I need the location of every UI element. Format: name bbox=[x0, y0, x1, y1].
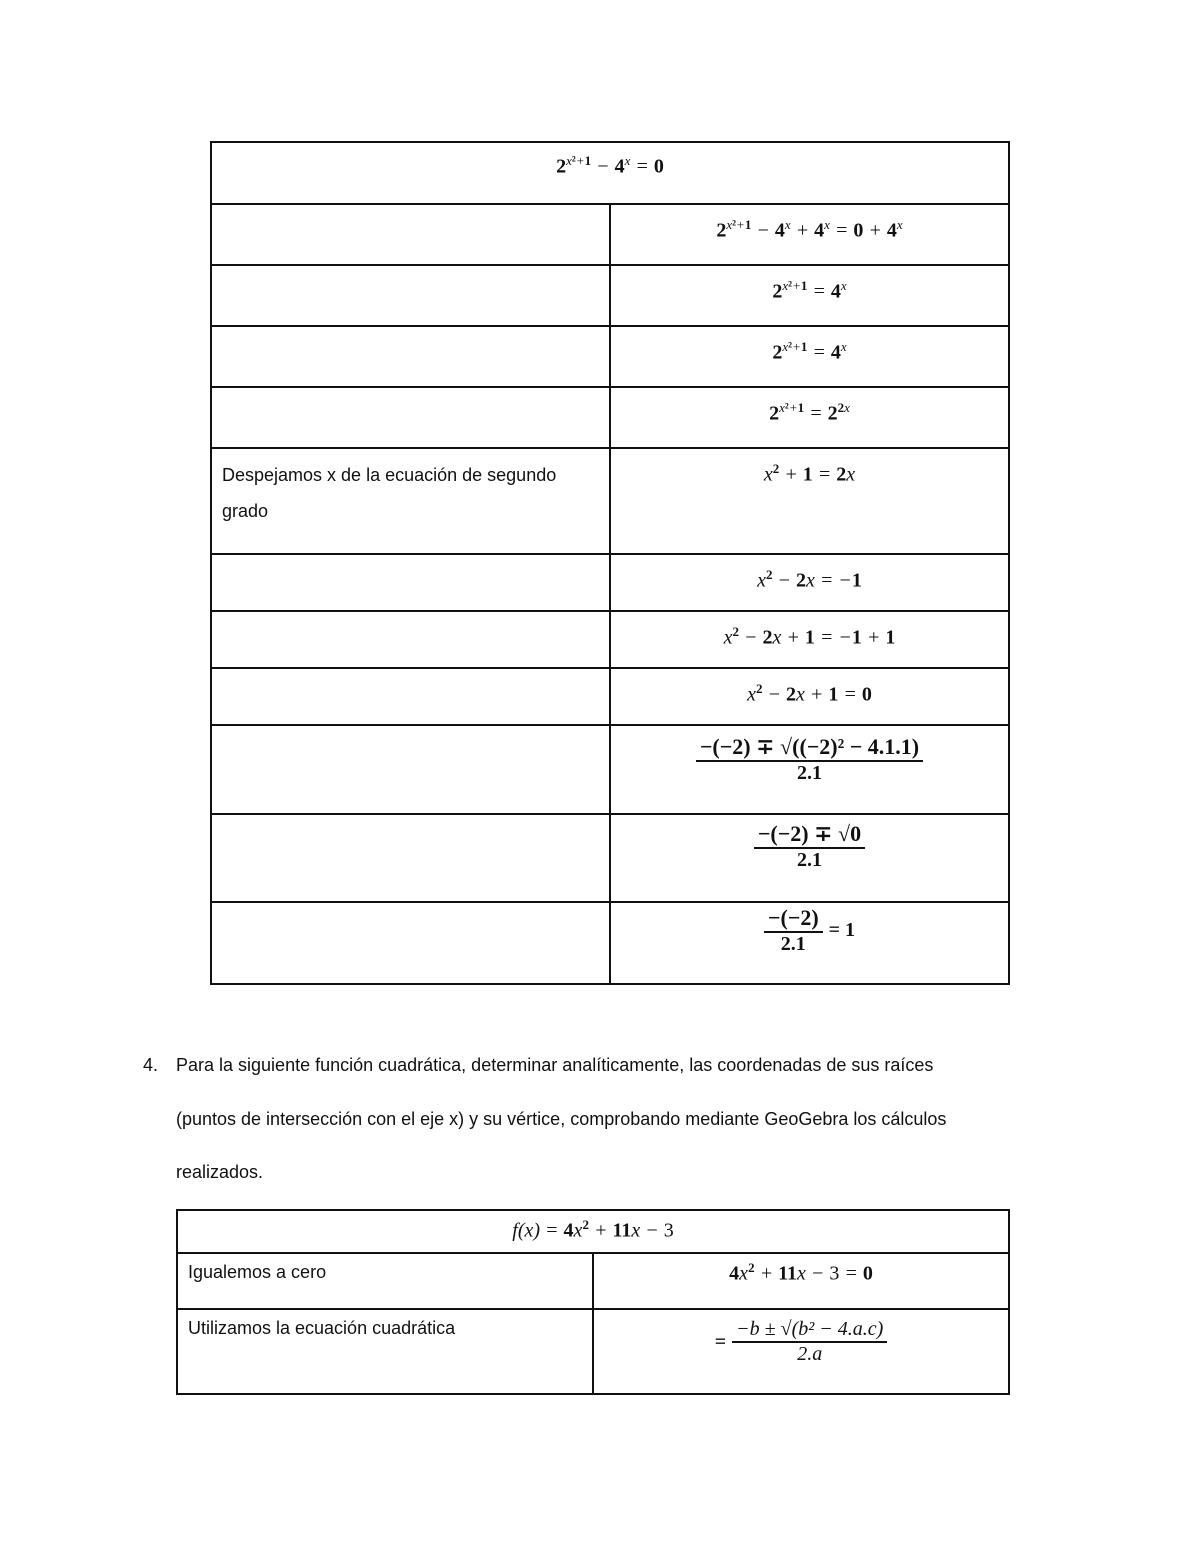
table1-row2-equation: $2^{x^2+1} = 4^x$ bbox=[772, 278, 847, 303]
table1-row9-label bbox=[211, 725, 610, 814]
table1-row10-fraction bbox=[611, 815, 1008, 872]
table1-row4-equation: $2^{x^2+1} = 2^{2x}$ bbox=[769, 400, 850, 425]
table2-row1-equation-cell bbox=[593, 1253, 1009, 1309]
table1-row9-fraction bbox=[611, 726, 1008, 785]
table1-row8-equation-cell bbox=[610, 668, 1009, 725]
table2-row1-label-cell bbox=[177, 1253, 593, 1309]
table1-row10-label bbox=[211, 814, 610, 902]
table1-row10-numerator: −(−2) ∓ √0 bbox=[757, 821, 862, 846]
table1-row7-label bbox=[211, 611, 610, 668]
table1-row6-label bbox=[211, 554, 610, 611]
table1-row6-equation-cell bbox=[610, 554, 1009, 611]
table1-row11-label bbox=[211, 902, 610, 984]
table1-row11-numerator: −(−2) bbox=[767, 905, 819, 930]
table1-row4-equation-cell bbox=[610, 387, 1009, 448]
table1-row5-equation-cell bbox=[610, 448, 1009, 554]
table2-row2-fraction bbox=[594, 1310, 1008, 1366]
table2-row2-prefix: = bbox=[714, 1330, 727, 1353]
table1-row1-equation-cell bbox=[610, 204, 1009, 265]
table1-row2-equation-cell bbox=[610, 265, 1009, 326]
table1-row3-equation: $2^{x^2+1} = 4^x$ bbox=[772, 339, 847, 364]
table1-header-cell bbox=[211, 142, 1009, 204]
equation-table-2 bbox=[176, 1209, 1010, 1395]
table1-row4-label bbox=[211, 387, 610, 448]
table1-row3-label bbox=[211, 326, 610, 387]
table1-row8-equation: $x^2 - 2x + 1 = 0$ bbox=[747, 681, 872, 706]
table1-row1-equation: $2^{x^2+1} - 4^x + 4^x = 0 + 4^x$ bbox=[716, 217, 903, 242]
table1-row1-label bbox=[211, 204, 610, 265]
table2-row1-label: Igualemos a cero bbox=[188, 1262, 327, 1282]
question-line-2: (puntos de intersección con el eje x) y su vértice, comprobando mediante GeoGebra los cálculos bbox=[176, 1109, 947, 1129]
table2-row1-equation: $4x^2 + 11x - 3 = 0$ bbox=[729, 1260, 873, 1285]
table1-row5-label bbox=[211, 448, 610, 554]
table2-row2-label-cell bbox=[177, 1309, 593, 1394]
table1-row9-denominator: 2.1 bbox=[797, 762, 822, 784]
table1-row11-equation-cell bbox=[610, 902, 1009, 984]
table2-row2-denominator: 2.a bbox=[797, 1343, 823, 1365]
table1-row11-result: = 1 bbox=[828, 919, 856, 941]
table1-row7-equation-cell bbox=[610, 611, 1009, 668]
table1-row6-equation: $x^2 - 2x = -1$ bbox=[757, 567, 862, 592]
equation-table-1 bbox=[210, 141, 1010, 985]
table1-row11-fraction bbox=[611, 903, 1008, 956]
table2-header-equation: $f(x) = 4x^2 + 11x - 3$ bbox=[512, 1217, 674, 1242]
table1-row10-denominator: 2.1 bbox=[796, 849, 822, 871]
table2-row2-label: Utilizamos la ecuación cuadrática bbox=[188, 1318, 456, 1338]
table1-row10-equation-cell bbox=[610, 814, 1009, 902]
table1-row3-equation-cell bbox=[610, 326, 1009, 387]
table1-row2-label bbox=[211, 265, 610, 326]
table1-row11-denominator: 2.1 bbox=[780, 933, 806, 955]
table1-header-equation: $2^{x^2+1} - 4^x = 0$ bbox=[556, 153, 664, 178]
table1-row9-numerator: −(−2) ∓ √((−2)² − 4.1.1) bbox=[699, 734, 920, 759]
table1-row5-label-line2: grado bbox=[222, 501, 269, 521]
question-line-3: realizados. bbox=[176, 1162, 264, 1182]
table2-header-cell bbox=[177, 1210, 1009, 1253]
question-number: 4. bbox=[143, 1055, 159, 1075]
table2-row2-numerator: −b ± √(b² − 4.a.c) bbox=[736, 1318, 884, 1340]
table1-row7-equation: $x^2 - 2x + 1 = -1 + 1$ bbox=[723, 624, 896, 649]
table2-row2-equation-cell bbox=[593, 1309, 1009, 1394]
table1-row8-label bbox=[211, 668, 610, 725]
table1-row5-label-line1: Despejamos x de la ecuación de segundo bbox=[222, 465, 557, 485]
table1-row5-equation: $x^2 + 1 = 2x$ bbox=[763, 461, 856, 486]
question-line-1: Para la siguiente función cuadrática, determinar analíticamente, las coordenadas de sus raíces bbox=[176, 1055, 934, 1075]
table1-row9-equation-cell bbox=[610, 725, 1009, 814]
